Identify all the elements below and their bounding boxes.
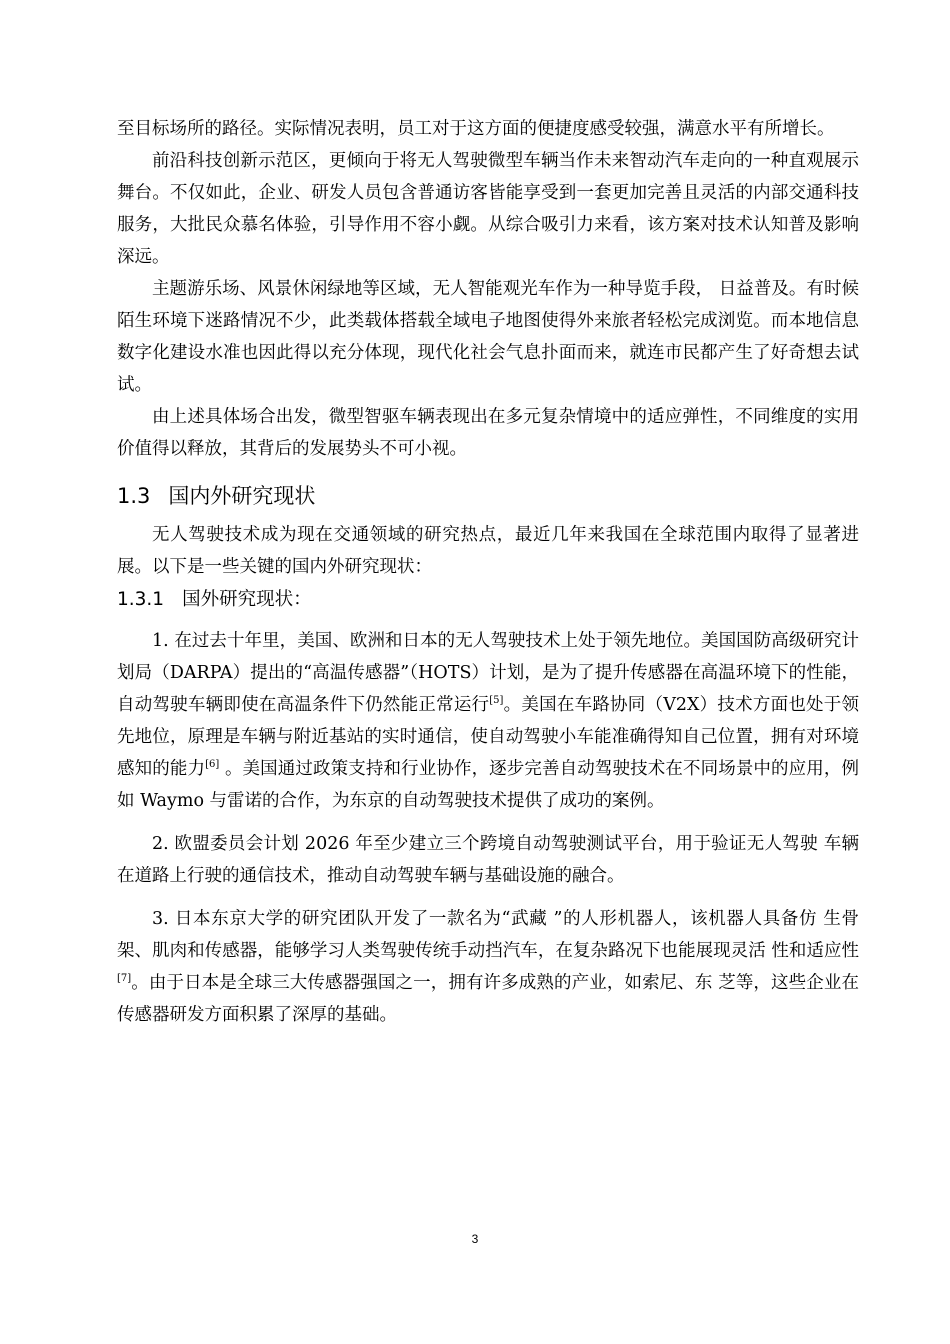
paragraph-continued: 至目标场所的路径。实际情况表明，员工对于这方面的便捷度感受较强，满意水平有所增长。 [117,119,835,139]
paragraph-theme-park: 主题游乐场、风景休闲绿地等区域，无人智能观光车作为一种导览手段， 日益普及。有时候陌生环境下迷路情况不少，此类载体搭载全域电子地图使得外来旅者轻松完成浏览。而本地信息数字化建设水准也因此得以充分体现，现代化社会气息扑面而来，就连市民都产生了好奇想去试试。 [117,279,859,395]
paragraph-summary: 由上述具体场合出发，微型智驱车辆表现出在多元复杂情境中的适应弹性，不同维度的实用价值得以释放，其背后的发展势头不可小视。 [117,407,859,459]
list-item-eu: 2. 欧盟委员会计划 2026 年至少建立三个跨境自动驾驶测试平台，用于验证无人驾驶 车辆在道路上行驶的通信技术，推动自动驾驶车辆与基础设施的融合。 [117,834,859,886]
section-heading [117,479,859,513]
citation-ref: [6] [205,759,220,770]
section-intro: 无人驾驶技术成为现在交通领域的研究热点，最近几年来我国在全球范围内取得了显著进展。以下是一些关键的国内外研究现状： [117,525,859,577]
citation-ref: [7] [117,973,132,984]
section-number: 1.3 [117,484,151,508]
list-item-japan: 3. 日本东京大学的研究团队开发了一款名为“武藏 ”的人形机器人，该机器人具备仿 生骨架、肌肉和传感器，能够学习人类驾驶传统手动挡汽车，在复杂路况下也能展现灵活 性和适应性[7]。由于日本是全球三大传感器强国之一，拥有许多成熟的产业，如索尼、东 芝等，这些企业在传感器研发方面积累了深厚的基础。 [117,909,859,1025]
page-body [117,113,859,1031]
citation-ref: [5] [489,695,504,706]
subsection-heading [117,585,859,615]
subsection-title: 国外研究现状： [182,589,312,610]
subsection-number: 1.3.1 [117,589,165,610]
list-item-usa: 1. 在过去十年里，美国、欧洲和日本的无人驾驶技术上处于领先地位。美国国防高级研究计划局（DARPA）提出的“高温传感器”（HOTS）计划，是为了提升传感器在高温环境下的性能，自动驾驶车辆即使在高温条件下仍然能正常运行[5]。美国在车路协同（V2X）技术方面也处于领先地位，原理是车辆与附近基站的实时通信，使自动驾驶小车能准确得知自己位置，拥有对环境感知的能力[6] 。美国通过政策支持和行业协作，逐步完善自动驾驶技术在不同场景中的应用，例如 Waymo 与雷诺的合作，为东京的自动驾驶技术提供了成功的案例。 [117,631,860,811]
section-title: 国内外研究现状 [168,484,316,508]
page-number: 3 [471,1232,479,1246]
paragraph-demo-zone: 前沿科技创新示范区，更倾向于将无人驾驶微型车辆当作未来智动汽车走向的一种直观展示舞台。不仅如此，企业、研发人员包含普通访客皆能享受到一套更加完善且灵活的内部交通科技服务，大批民众慕名体验，引导作用不容小觑。从综合吸引力来看，该方案对技术认知普及影响深远。 [117,151,859,267]
